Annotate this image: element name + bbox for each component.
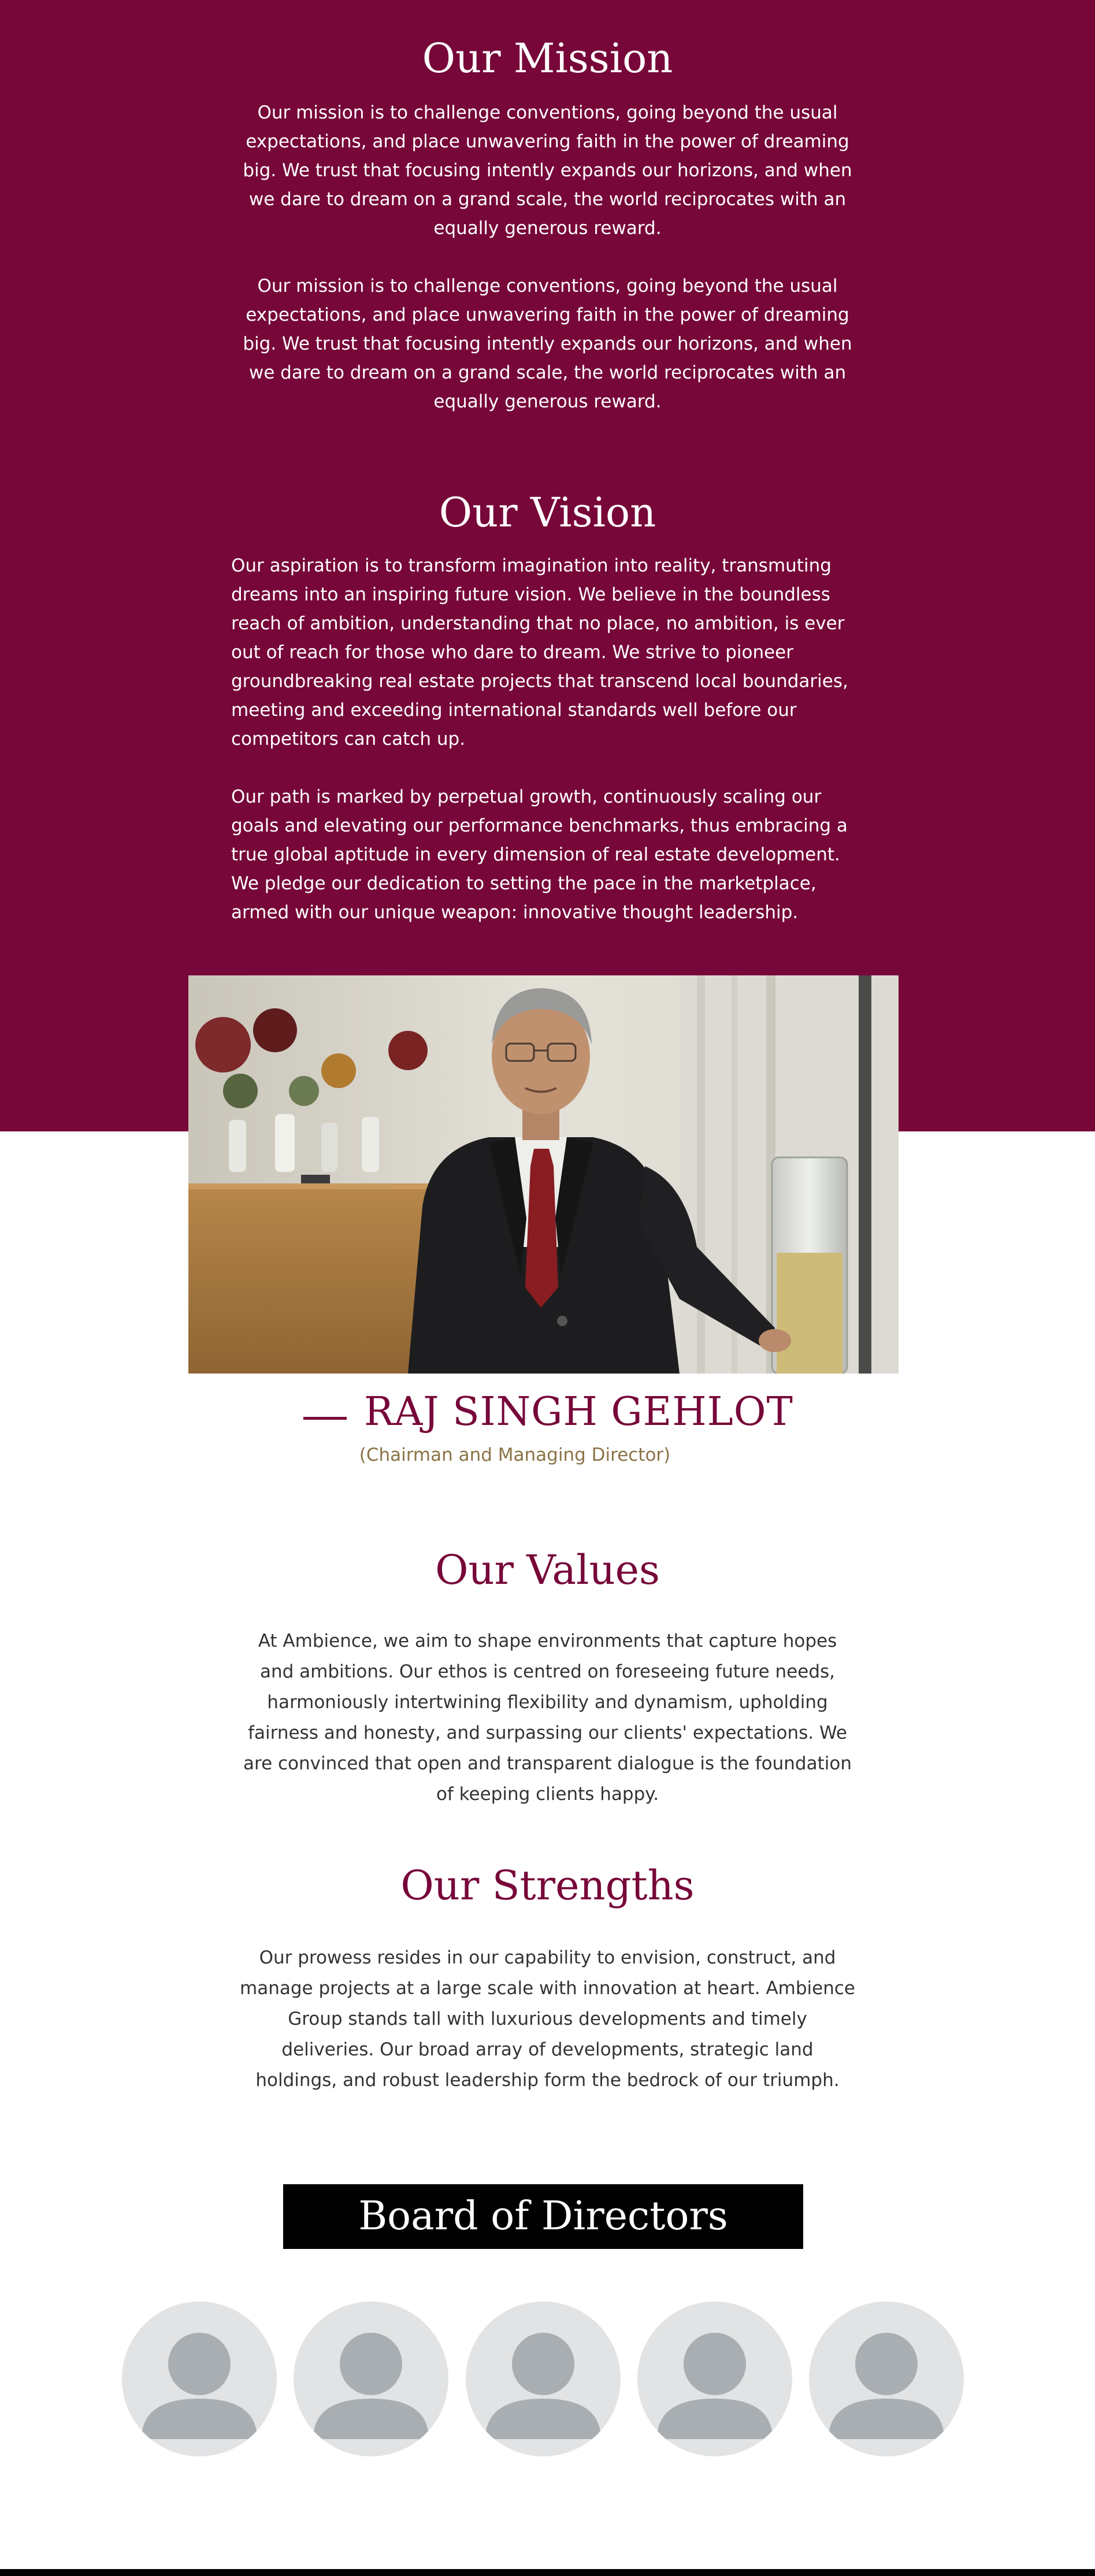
board-banner xyxy=(283,2184,803,2249)
name-accent-dash xyxy=(303,1417,347,1420)
chairman-portrait-illustration xyxy=(188,975,899,1374)
user-placeholder-icon xyxy=(466,2302,621,2456)
values-paragraph: At Ambience, we aim to shape environments that capture hopes and ambitions. Our ethos is centred on foreseeing future needs, harmoniously intertwining flexibility and dynamism, upholding fairness and honesty, and surpassing our clients' expectations. We are convinced that open and transparent dialogue is the foundation of keeping clients happy. xyxy=(243,1631,852,1805)
mission-heading: Our Mission xyxy=(422,35,673,82)
vision-paragraph-1: Our aspiration is to transform imagination into reality, transmuting dreams into an inspiring future vision. We believe in the boundless reach of ambition, understanding that no place, no ambition, is ever out of reach for those who dare to dream. We strive to pioneer groundbreaking real estate projects that transcend local boundaries, meeting and exceeding international standards well before our competitors can catch up. xyxy=(231,555,848,749)
user-placeholder-icon xyxy=(809,2302,964,2456)
mission-paragraph-2: Our mission is to challenge conventions, going beyond the usual expectations, and place unwavering faith in the power of dreaming big. We trust that focusing intently expands our horizons, and when we dare to dream on a grand scale, the world reciprocates with an equally generous reward. xyxy=(243,276,852,412)
board-heading: Board of Directors xyxy=(358,2193,728,2239)
director-avatar-5 xyxy=(809,2302,964,2456)
vision-paragraph-2: Our path is marked by perpetual growth, continuously scaling our goals and elevating our performance benchmarks, thus embracing a true global aptitude in every dimension of real estate development. We pledge our dedication to setting the pace in the marketplace, armed with our unique weapon: innovative thought leadership. xyxy=(231,786,848,923)
vision-heading: Our Vision xyxy=(439,489,656,536)
user-placeholder-icon xyxy=(294,2302,448,2456)
user-placeholder-icon xyxy=(637,2302,792,2456)
mission-paragraph-1: Our mission is to challenge conventions, going beyond the usual expectations, and place unwavering faith in the power of dreaming big. We trust that focusing intently expands our horizons, and when we dare to dream on a grand scale, the world reciprocates with an equally generous reward. xyxy=(243,102,852,239)
footer-bar xyxy=(0,2569,1095,2576)
director-avatar-1 xyxy=(122,2302,277,2456)
user-placeholder-icon xyxy=(122,2302,277,2456)
strengths-heading: Our Strengths xyxy=(400,1862,695,1909)
values-heading: Our Values xyxy=(435,1546,660,1594)
director-avatar-2 xyxy=(294,2302,448,2456)
chairman-name: RAJ SINGH GEHLOT xyxy=(364,1389,793,1435)
strengths-paragraph: Our prowess resides in our capability to envision, construct, and manage projects at a large scale with innovation at heart. Ambience Group stands tall with luxurious developments and timely deliveries. Our broad array of developments, strategic land holdings, and robust leadership form the bedrock of our triumph. xyxy=(240,1947,855,2091)
director-avatar-3 xyxy=(466,2302,621,2456)
director-avatar-4 xyxy=(637,2302,792,2456)
chairman-role: (Chairman and Managing Director) xyxy=(359,1445,671,1465)
chairman-photo xyxy=(188,975,899,1374)
